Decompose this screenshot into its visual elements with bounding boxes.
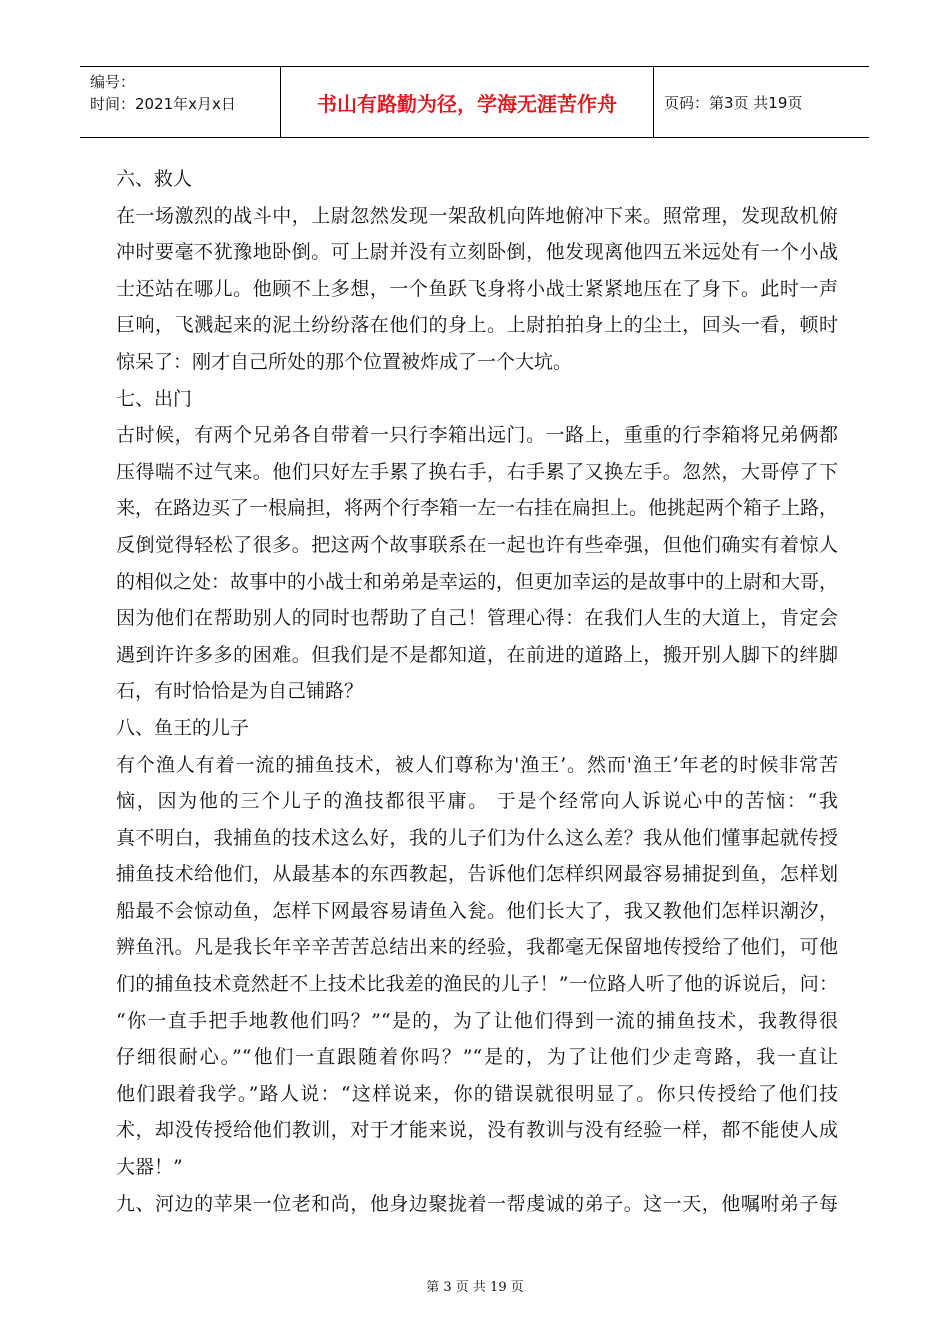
text-line: 六、救人 (116, 168, 193, 190)
text-line: 恼，因为他的三个儿子的渔技都很平庸。 于是个经常向人诉说心中的苦恼：“我 (116, 790, 838, 813)
text-line: 压得喘不过气来。他们只好左手累了换右手，右手累了又换左手。忽然，大哥停了下 (116, 460, 838, 483)
text-line: 反倒觉得轻松了很多。把这两个故事联系在一起也许有些牵强，但他们确实有着惊人 (116, 533, 838, 556)
text-line: 他们跟着我学。”路人说：“这样说来，你的错误就很明显了。你只传授给了他们技 (116, 1082, 838, 1105)
text-line: 巨响，飞溅起来的泥土纷纷落在他们的身上。上尉拍拍身上的尘土，回头一看，顿时 (116, 314, 838, 337)
text-line: 大器！” (116, 1156, 183, 1179)
header-motto: 书山有路勤为径，学海无涯苦作舟 (281, 67, 654, 137)
text-line: 船最不会惊动鱼，怎样下网最容易请鱼入瓮。他们长大了，我又教他们怎样识潮汐， (116, 899, 838, 922)
text-line: 古时候，有两个兄弟各自带着一只行李箱出远门。一路上，重重的行李箱将兄弟俩都 (116, 424, 838, 447)
page-footer: 第 3 页 共 19 页 (426, 1280, 524, 1295)
text-line: 捕鱼技术给他们，从最基本的东西教起，告诉他们怎样织网最容易捕捉到鱼，怎样划 (116, 863, 838, 886)
text-line: 术，却没传授给他们教训，对于才能来说，没有教训与没有经验一样，都不能使人成 (116, 1119, 838, 1142)
text-line: 有个渔人有着一流的捕鱼技术，被人们尊称为'渔王’。然而'渔王’年老的时候非常苦 (116, 753, 838, 776)
document-body (116, 161, 838, 1222)
text-line: 辨鱼汛。凡是我长年辛辛苦苦总结出来的经验，我都毫无保留地传授给了他们，可他 (116, 936, 838, 959)
header-page-number: 页码：第3页 共19页 (664, 93, 803, 112)
text-line: 八、鱼王的儿子 (116, 716, 250, 739)
text-line: 真不明白，我捕鱼的技术这么好，我的儿子们为什么这么差？我从他们懂事起就传授 (116, 826, 838, 849)
text-line: 冲时要毫不犹豫地卧倒。可上尉并没有立刻卧倒，他发现离他四五米远处有一个小战 (116, 241, 838, 264)
text-line: 惊呆了：刚才自己所处的那个位置被炸成了一个大坑。 (116, 350, 573, 373)
text-line: 士还站在哪儿。他顾不上多想，一个鱼跃飞身将小战士紧紧地压在了身下。此时一声 (116, 277, 838, 300)
text-line: 在一场激烈的战斗中，上尉忽然发现一架敌机向阵地俯冲下来。照常理，发现敌机俯 (116, 204, 838, 227)
document-date-label: 时间：2021年x月x日 (90, 95, 236, 113)
text-line: 的相似之处：故事中的小战士和弟弟是幸运的，但更加幸运的是故事中的上尉和大哥， (116, 570, 838, 593)
text-line: “你一直手把手地教他们吗？”“是的，为了让他们得到一流的捕鱼技术，我教得很 (116, 1009, 838, 1032)
text-line: 七、出门 (116, 387, 193, 410)
text-line: 九、河边的苹果一位老和尚，他身边聚拢着一帮虔诚的弟子。这一天，他嘱咐弟子每 (116, 1192, 838, 1215)
text-line: 遇到许许多多的困难。但我们是不是都知道，在前进的道路上，搬开别人脚下的绊脚 (116, 643, 838, 666)
text-line: 石，有时恰恰是为自己铺路？ (116, 680, 364, 703)
text-line: 因为他们在帮助别人的同时也帮助了自己！管理心得：在我们人生的大道上，肯定会 (116, 607, 838, 630)
header-table (80, 66, 869, 138)
text-line: 们的捕鱼技术竟然赶不上技术比我差的渔民的儿子！”一位路人听了他的诉说后，问： (116, 973, 838, 996)
text-line: 来，在路边买了一根扁担，将两个行李箱一左一右挂在扁担上。他挑起两个箱子上路， (116, 497, 838, 520)
header-info-cell (80, 67, 281, 137)
text-line: 仔细很耐心。”“他们一直跟随着你吗？”“是的，为了让他们少走弯路，我一直让 (116, 1046, 838, 1069)
document-number-label: 编号： (90, 73, 136, 91)
